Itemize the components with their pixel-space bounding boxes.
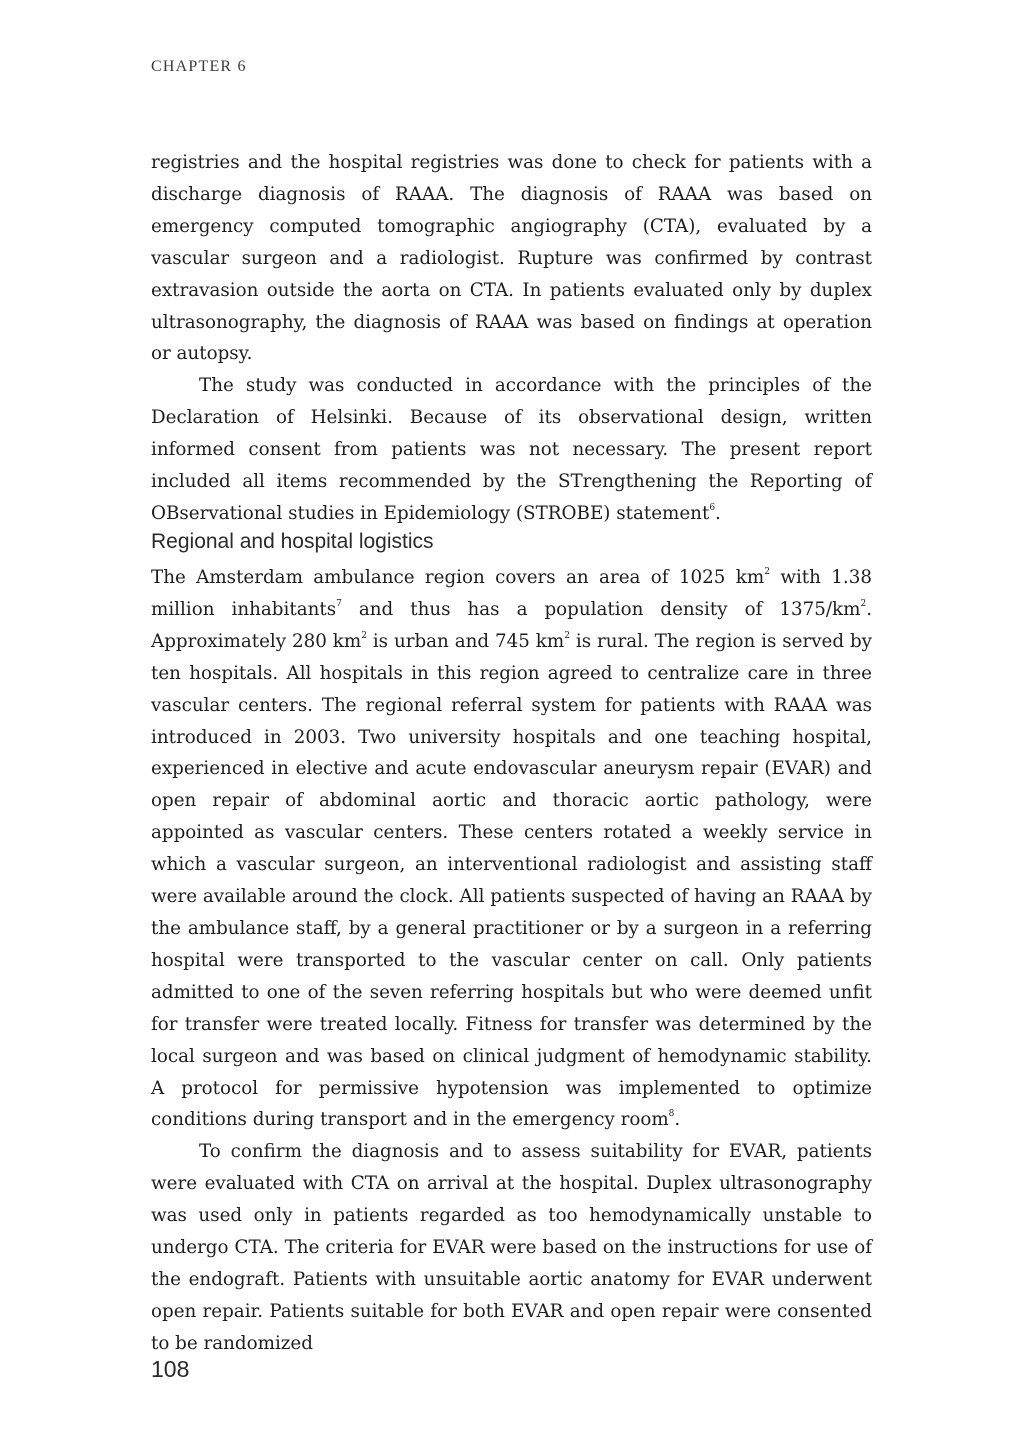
body-text-block-1 bbox=[151, 147, 872, 530]
reference-superscript: 7 bbox=[336, 598, 342, 609]
paragraph-text: is urban and 745 km bbox=[366, 630, 565, 652]
paragraph: registries and the hospital registries was done to check for patients with a discharge diagnosis of RAAA. The diagnosis of RAAA was based on emergency computed tomographic angiography (CTA), evaluated by a vascular surgeon and a radiologist. Rupture was confirmed by contrast extravasion outside the aorta on CTA. In patients evaluated only by duplex ultrasonography, the diagnosis of RAAA was based on findings at operation or autopsy. bbox=[151, 152, 872, 365]
reference-superscript: 8 bbox=[668, 1109, 675, 1120]
paragraph-text: . Approximately 280 km bbox=[151, 598, 872, 652]
paragraph-text: and thus has a population density of 1375/km bbox=[341, 598, 861, 620]
page-number: 108 bbox=[151, 1356, 190, 1382]
section-heading: Regional and hospital logistics bbox=[151, 530, 434, 553]
reference-superscript: 6 bbox=[709, 502, 716, 513]
paragraph-text: . bbox=[674, 1109, 681, 1131]
superscript: 2 bbox=[361, 630, 367, 641]
paragraph-text: The study was conducted in accordance with the principles of the Declaration of Helsinki. Because of its observational design, written informed consent from patients was not necessary. The present report included all items recommended by the STrengthening the Reporting of OBservational studies in Epidemiology (STROBE) statement bbox=[151, 375, 872, 524]
paragraph-text: . bbox=[715, 502, 721, 524]
paragraph: To confirm the diagnosis and to assess suitability for EVAR, patients were evaluated with CTA on arrival at the hospital. Duplex ultrasonography was used only in patients regarded as too hemodynamically unstable to undergo CTA. The criteria for EVAR were based on the instructions for use of the endograft. Patients with unsuitable aortic anatomy for EVAR underwent open repair. Patients suitable for both EVAR and open repair were consented to be randomized bbox=[151, 1141, 872, 1354]
superscript: 2 bbox=[764, 566, 770, 577]
paragraph-text: is rural. The region is served by ten hospitals. All hospitals in this region agreed to centralize care in three vascular centers. The regional referral system for patients with RAAA was introduced in 2003. Two university hospitals and one teaching hospital, experienced in elective and acute endovascular aneurysm repair (EVAR) and open repair of abdominal aortic and thoracic aortic pathology, were appointed as vascular centers. These centers rotated a weekly service in which a vascular surgeon, an interventional radiologist and assisting staff were available around the clock. All patients suspected of having an RAAA by the ambulance staff, by a general practitioner or by a surgeon in a referring hospital were transported to the vascular center on call. Only patients admitted to one of the seven referring hospitals but who were deemed unfit for transfer were treated locally. Fitness for transfer was determined by the local surgeon and was based on clinical judgment of hemodynamic stability. A protocol for permissive hypotension was implemented to optimize conditions during transport and in the emergency room bbox=[151, 630, 872, 1131]
superscript: 2 bbox=[564, 630, 570, 641]
paragraph-text: with 1.38 million inhabitants bbox=[151, 567, 872, 620]
superscript: 2 bbox=[860, 598, 867, 609]
running-head: CHAPTER 6 bbox=[151, 58, 247, 75]
paragraph bbox=[151, 562, 872, 1136]
paragraph bbox=[151, 370, 872, 530]
body-text-block-2 bbox=[151, 562, 872, 1360]
paragraph-text: The Amsterdam ambulance region covers an area of 1025 km bbox=[151, 567, 765, 588]
